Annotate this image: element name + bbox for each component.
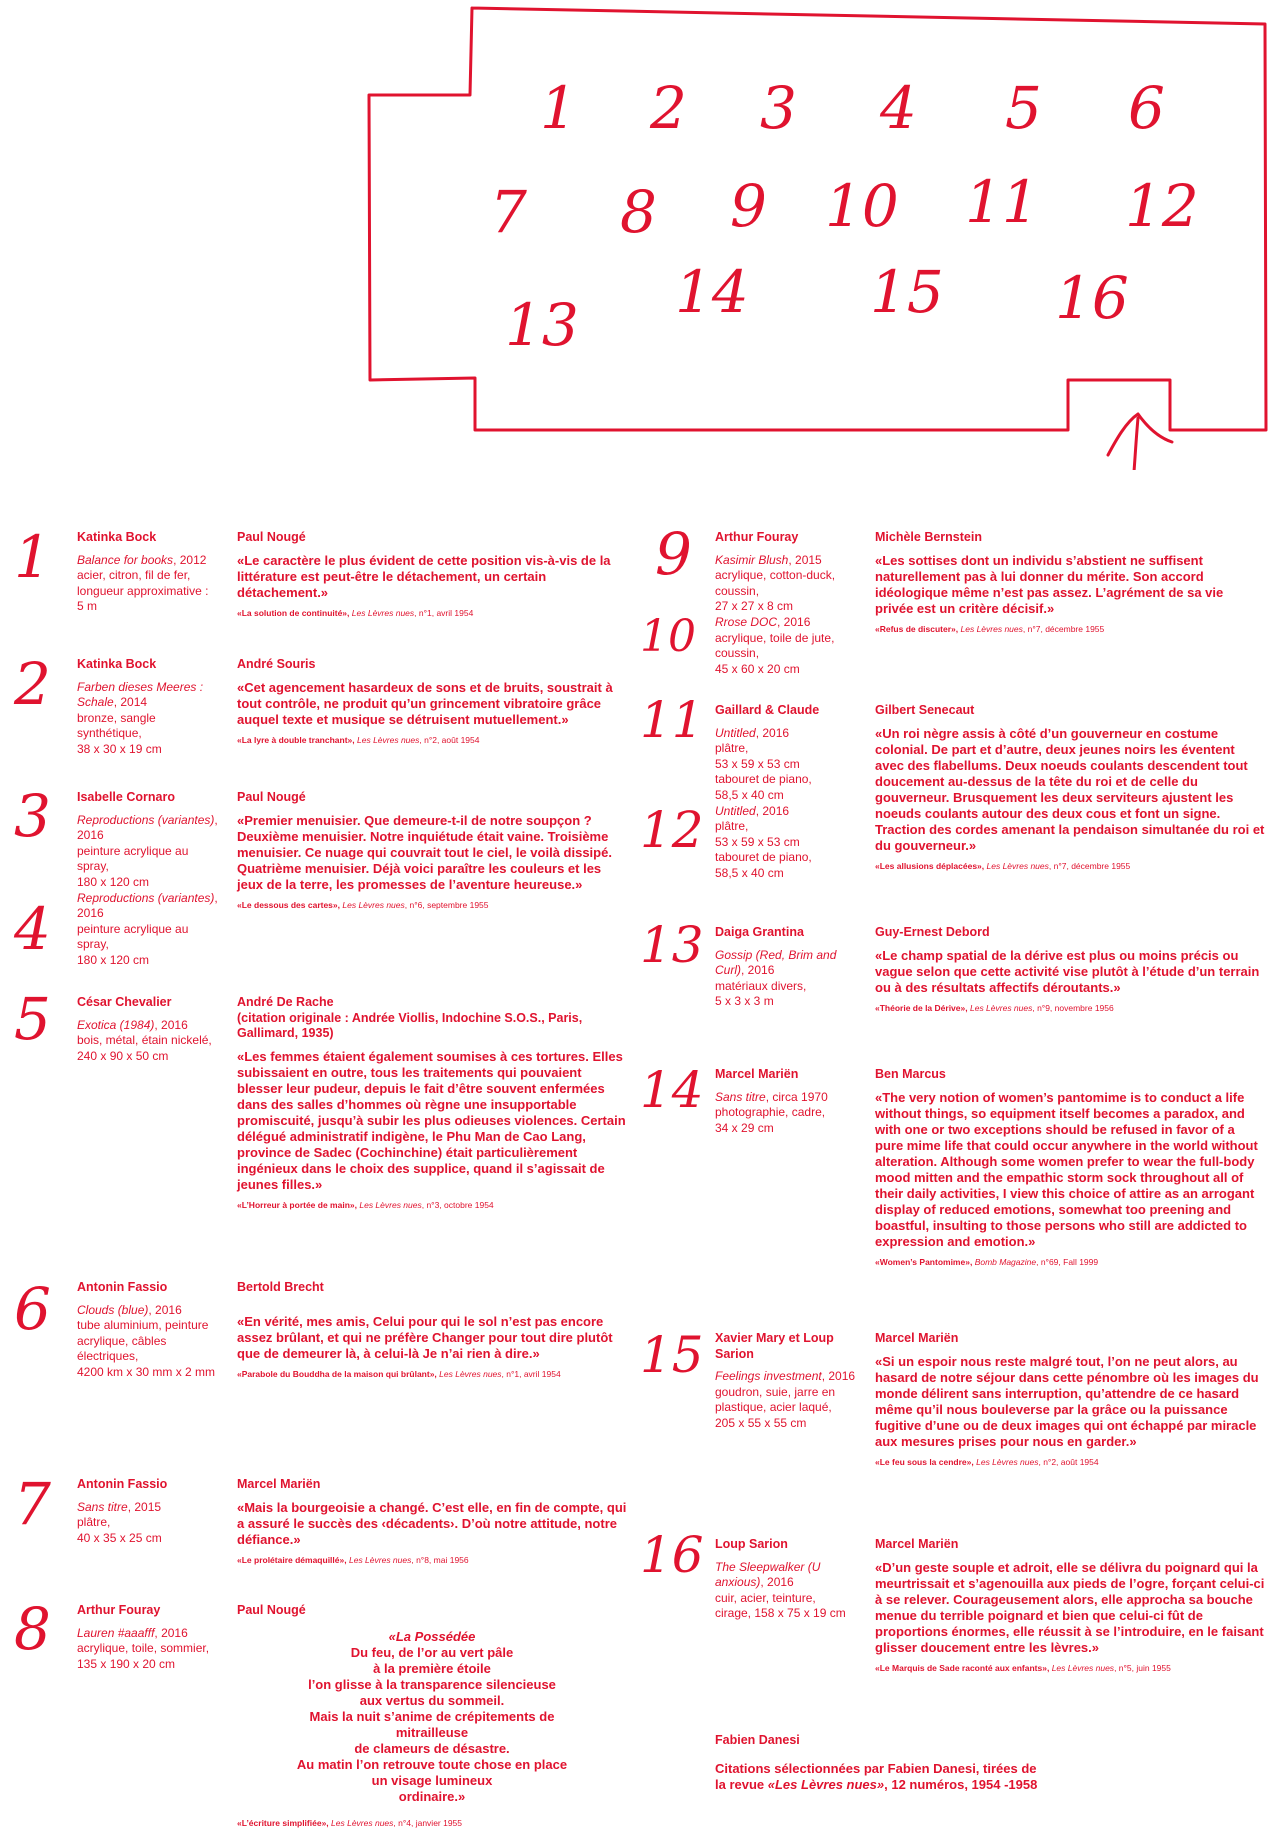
poem-line: mitrailleuse: [395, 1724, 469, 1740]
poem-line: l’on glisse à la transparence silencieuse: [308, 1676, 556, 1692]
section-number: 11: [640, 691, 704, 749]
section-number: 15: [640, 1326, 704, 1384]
quote-source: «Le dessous des cartes», Les Lèvres nues, n°6, septembre 1955: [237, 899, 489, 910]
artwork-title: Balance for books: [77, 552, 174, 567]
artwork-detail: acrylique, toile, sommier,: [77, 1641, 210, 1656]
plan-number-15: 15: [870, 258, 944, 326]
quote-author: Gilbert Senecaut: [875, 703, 975, 717]
artwork-detail: acrylique, cotton-duck,: [715, 568, 836, 583]
quote-author: Paul Nougé: [237, 790, 306, 804]
quote-block: [237, 530, 627, 619]
plan-number-12: 12: [1125, 172, 1199, 240]
artwork-title: Exotica (1984): [77, 1017, 155, 1032]
quote-text: «Mais la bourgeoisie a changé. C’est elle, en fin de compte, qui a assuré le succès des ‹décadents›. D’où notre attitude, notre défiance.»: [237, 1499, 627, 1547]
artwork-title: Kasimir Blush: [715, 552, 789, 567]
artwork-detail: tube aluminium, peinture: [77, 1318, 209, 1333]
artist-name: Marcel Mariën: [715, 1067, 799, 1081]
quote-text: «Premier menuisier. Que demeure-t-il de notre soupçon ? Deuxième menuisier. Notre inquiétude était vaine. Troisième menuisier. Ce nuage qui couvrait tout le ciel, le voilà dissipé. Quatrième menuisier. Déjà voici paraître les couleurs et les jeux de la terre, les promesses de l’aventure heureuse.»: [237, 812, 612, 892]
quote-source: «Les allusions déplacées», Les Lèvres nues, n°7, décembre 1955: [875, 860, 1131, 871]
artwork-detail: 53 x 59 x 53 cm: [715, 756, 800, 771]
artwork-detail: matériaux divers,: [715, 978, 807, 993]
artwork-detail: plâtre,: [77, 1515, 111, 1530]
artwork-detail: bois, métal, étain nickelé,: [77, 1033, 212, 1048]
poem-line: de clameurs de désastre.: [354, 1740, 510, 1756]
quote-block: [875, 703, 1265, 872]
plan-number-10: 10: [825, 172, 899, 240]
artwork-detail: 53 x 59 x 53 cm: [715, 834, 800, 849]
artwork-title: Untitled: [715, 725, 756, 740]
quote-text: «Un roi nègre assis à côté d’un gouverneur en costume colonial. De part et d’autre, deux jeunes noirs les éventent avec des flabellums. Deux noeuds coulants descendent tout doucement au-dessus de la tête du roi et de celle du gouverneur. Brusquement les deux serviteurs ajustent les noeuds coulants autour des deux cous et font un signe. Traction des cordes amenant la pendaison simultanée du roi et du gouverneur.»: [875, 725, 1265, 853]
plan-number-14: 14: [675, 258, 749, 326]
quote-block: [875, 1537, 1265, 1674]
artwork-detail: 180 x 120 cm: [77, 952, 150, 967]
plan-number-11: 11: [965, 168, 1039, 236]
quote-author: Paul Nougé: [237, 530, 306, 544]
section-number: 10: [640, 611, 696, 662]
artwork-detail: 40 x 35 x 25 cm: [77, 1530, 162, 1545]
quote-block: [875, 530, 1265, 635]
quote-source: «Le Marquis de Sade raconté aux enfants», Les Lèvres nues, n°5, juin 1955: [875, 1662, 1171, 1673]
plan-numbers: [490, 74, 1199, 359]
artist-name: Xavier Mary et Loup Sarion: [715, 1331, 834, 1361]
section-number: 2: [14, 650, 51, 718]
artist-name: Gaillard & Claude: [715, 703, 820, 717]
quote-source: «L’écriture simplifiée», Les Lèvres nues, n°4, janvier 1955: [237, 1817, 463, 1828]
artwork-title: Reproductions (variantes): [77, 890, 215, 905]
quote-block: [875, 925, 1265, 1014]
quote-source: «Le prolétaire démaquillé», Les Lèvres nues, n°8, mai 1956: [237, 1554, 469, 1565]
section-number: 14: [640, 1061, 704, 1119]
artwork-entry: Daiga Grantina Gossip (Red, Brim and Curl), 2016 matériaux divers, 5 x 3 x 3 m: [715, 925, 865, 1010]
artwork-detail: plâtre,: [715, 819, 749, 834]
quote-block: [237, 1603, 627, 1829]
artwork-title: Feelings investment: [715, 1369, 822, 1384]
plan-number-1: 1: [540, 74, 577, 142]
quote-author: Marcel Mariën: [237, 1477, 321, 1491]
poem-line: un visage lumineux: [371, 1772, 493, 1788]
artist-name: César Chevalier: [77, 995, 172, 1009]
artwork-detail: coussin,: [715, 583, 760, 598]
credits-line: Citations sélectionnées par Fabien Danesi, tirées de: [715, 1760, 1037, 1776]
artwork-entry: Isabelle Cornaro Reproductions (variantes), 2016 peinture acrylique au spray, 180 x 120 cm Reproductions (variantes), 2016 peinture acrylique au spray, 180 x 120 cm: [77, 790, 227, 969]
artwork-title: Rrose DOC: [715, 614, 778, 629]
artwork-detail: 58,5 x 40 cm: [715, 865, 784, 880]
artist-name: Katinka Bock: [77, 530, 157, 544]
section-number: 12: [640, 801, 704, 859]
artwork-detail: peinture acrylique au: [77, 921, 189, 936]
artwork-detail: tabouret de piano,: [715, 772, 812, 787]
artwork-detail: cirage, 158 x 75 x 19 cm: [715, 1606, 846, 1621]
artwork-detail: 27 x 27 x 8 cm: [715, 599, 794, 614]
artist-name: Antonin Fassio: [77, 1477, 168, 1491]
artwork-detail: coussin,: [715, 646, 760, 661]
section-number: 4: [14, 895, 51, 963]
artist-name: Arthur Fouray: [77, 1603, 161, 1617]
poem: [237, 1629, 627, 1805]
quote-author: Guy-Ernest Debord: [875, 925, 990, 939]
quote-author: Bertold Brecht: [237, 1280, 324, 1294]
quote-block: [875, 1331, 1265, 1468]
quote-text: «D’un geste souple et adroit, elle se délivra du poignard qui la meurtrissait et s’agenouilla aux pieds de l’ogre, forçant celui-ci à se relever. Courageusement alors, elle approcha sa bouche menue du terrible poignard et bien que celui-ci fût de proportions énormes, elle réussit à se l’introduire, en le faisant glisser doucement entre les lèvres.»: [875, 1559, 1265, 1655]
artwork-detail: 135 x 190 x 20 cm: [77, 1656, 176, 1671]
quote-text: «The very notion of women’s pantomime is to conduct a life without things, so equipment itself becomes a paradox, and with one or two exceptions should be refused in favor of a pure mime life that could occur anywhere in the world without alteration. Although some women prefer to wear the full-body mood mitten and the empathic storm sock throughout all of their daily activities, I view this choice of attire as an arrogant display of reduced emotions, somewhat too preening and boastful, insulting to those persons who still are addicted to expression and emotion.»: [875, 1089, 1258, 1249]
artwork-entry: Katinka Bock Balance for books, 2012 acier, citron, fil de fer, longueur approximative : 5 m: [77, 530, 227, 615]
section-number: 5: [14, 985, 51, 1053]
artwork-entry: Marcel Mariën Sans titre, circa 1970 photographie, cadre, 34 x 29 cm: [715, 1067, 865, 1136]
quote-author: Ben Marcus: [875, 1067, 946, 1081]
artwork-entry: Antonin Fassio Sans titre, 2015 plâtre, 40 x 35 x 25 cm: [77, 1477, 227, 1546]
artwork-title: Farben dieses Meeres : Schale: [77, 679, 204, 710]
plan-number-8: 8: [620, 178, 657, 246]
quote-source: «La solution de continuité», Les Lèvres nues, n°1, avril 1954: [237, 607, 474, 618]
artwork-detail: 5 m: [77, 599, 98, 614]
poem-line: Mais la nuit s’anime de crépitements de: [309, 1708, 555, 1724]
artwork-detail: 58,5 x 40 cm: [715, 787, 784, 802]
quote-block: [237, 1280, 627, 1380]
section-number: 6: [14, 1275, 51, 1343]
quote-source: «Le feu sous la cendre», Les Lèvres nues, n°2, août 1954: [875, 1456, 1099, 1467]
artwork-title: The Sleepwalker (U anxious): [715, 1559, 821, 1590]
artwork-detail: acier, citron, fil de fer,: [77, 568, 191, 583]
artwork-detail: 34 x 29 cm: [715, 1120, 774, 1135]
quote-author: Michèle Bernstein: [875, 530, 982, 544]
artist-name: Isabelle Cornaro: [77, 790, 175, 804]
artwork-detail: acrylique, câbles: [77, 1333, 167, 1348]
quote-source: «L’Horreur à portée de main», Les Lèvres nues, n°3, octobre 1954: [237, 1199, 494, 1210]
artwork-detail: électriques,: [77, 1349, 139, 1364]
quote-block: [237, 1477, 627, 1566]
artwork-title: Untitled: [715, 803, 756, 818]
artwork-detail: spray,: [77, 859, 109, 874]
artwork-detail: photographie, cadre,: [715, 1105, 826, 1120]
artwork-detail: longueur approximative :: [77, 583, 209, 598]
artwork-title: Gossip (Red, Brim and Curl): [715, 947, 837, 978]
curator-name: Fabien Danesi: [715, 1733, 800, 1747]
section-number: 7: [14, 1470, 51, 1538]
artist-name: Daiga Grantina: [715, 925, 804, 939]
section-number: 16: [640, 1526, 704, 1584]
artwork-entry: Antonin Fassio Clouds (blue), 2016 tube aluminium, peinture acrylique, câbles électriques, 4200 km x 30 mm x 2 mm: [77, 1280, 227, 1381]
poem-line: aux vertus du sommeil.: [359, 1692, 505, 1708]
plan-number-3: 3: [760, 74, 797, 142]
quote-text: «Les sottises dont un individu s’abstient ne suffisent naturellement pas à lui donner du mérite. Son accord idéologique même n’est pas assez. L’agrément de sa vie privée est un critère décisif.»: [875, 552, 1224, 616]
quote-source: «La lyre à double tranchant», Les Lèvres nues, n°2, août 1954: [237, 734, 480, 745]
quote-source: «Refus de discuter», Les Lèvres nues, n°7, décembre 1955: [875, 623, 1105, 634]
artist-name: Loup Sarion: [715, 1537, 788, 1551]
quote-text: «Cet agencement hasardeux de sons et de bruits, soustrait à tout contrôle, ne produit qu’un grincement vibratoire grâce auquel texte et musique se détruisent mutuellement.»: [237, 679, 613, 727]
artwork-entry: César Chevalier Exotica (1984), 2016 bois, métal, étain nickelé, 240 x 90 x 50 cm: [77, 995, 227, 1064]
section-number: 3: [14, 782, 51, 850]
artwork-detail: cuir, acier, teinture,: [715, 1590, 816, 1605]
artist-name: Antonin Fassio: [77, 1280, 168, 1294]
artwork-detail: 205 x 55 x 55 cm: [715, 1415, 807, 1430]
floor-plan: [0, 0, 1280, 470]
artwork-entry: Xavier Mary et Loup Sarion Feelings investment, 2016 goudron, suie, jarre en plastique, acier laqué, 205 x 55 x 55 cm: [715, 1331, 865, 1432]
poem-line: ordinaire.»: [398, 1788, 466, 1804]
poem-line: à la première étoile: [373, 1660, 491, 1676]
quote-author-citation: (citation originale : Andrée Viollis, Indochine S.O.S., Paris, Gallimard, 1935): [237, 1010, 583, 1041]
quote-text: «Le caractère le plus évident de cette position vis-à-vis de la littérature est peut-être le détachement, un certain détachement.»: [237, 552, 611, 600]
artwork-detail: bronze, sangle: [77, 710, 156, 725]
artwork-detail: goudron, suie, jarre en: [715, 1384, 836, 1399]
quote-text: «En vérité, mes amis, Celui pour qui le sol n’est pas encore assez brûlant, et qui ne préfère Changer pour tout dire plutôt que de demeurer là, à celui-là Je n’ai rien à dire.»: [237, 1313, 613, 1361]
artwork-entry: Loup Sarion The Sleepwalker (U anxious), 2016 cuir, acier, teinture, cirage, 158 x 75 x 19 cm: [715, 1537, 865, 1622]
quote-block: [875, 1067, 1265, 1268]
artwork-detail: 45 x 60 x 20 cm: [715, 661, 800, 676]
quote-source: «Théorie de la Dérive», Les Lèvres nues, n°9, novembre 1956: [875, 1002, 1114, 1013]
plan-number-6: 6: [1128, 74, 1165, 142]
artwork-title: Lauren #aaafff: [77, 1625, 155, 1640]
poem-line: Du feu, de l’or au vert pâle: [350, 1644, 514, 1660]
section-number: 1: [14, 523, 51, 591]
artwork-detail: plastique, acier laqué,: [715, 1400, 832, 1415]
artwork-detail: 240 x 90 x 50 cm: [77, 1048, 169, 1063]
section-number: 13: [640, 916, 704, 974]
artwork-title: Clouds (blue): [77, 1302, 149, 1317]
artwork-detail: 38 x 30 x 19 cm: [77, 741, 162, 756]
quote-source: «Parabole du Bouddha de la maison qui brûlant», Les Lèvres nues, n°1, avril 1954: [237, 1368, 561, 1379]
artwork-entry: Arthur Fouray Kasimir Blush, 2015 acrylique, cotton-duck, coussin, 27 x 27 x 8 cm Rrose DOC, 2016 acrylique, toile de jute, coussin, 45 x 60 x 20 cm: [715, 530, 865, 677]
artwork-detail: plâtre,: [715, 741, 749, 756]
quote-source: «Women’s Pantomime», Bomb Magazine, n°69, Fall 1999: [875, 1256, 1099, 1267]
section-number: 9: [655, 520, 692, 588]
quote-author: Marcel Mariën: [875, 1331, 959, 1345]
artwork-entry: Katinka Bock Farben dieses Meeres : Schale, 2014 bronze, sangle synthétique, 38 x 30 x 19 cm: [77, 657, 227, 758]
quote-author: Marcel Mariën: [875, 1537, 959, 1551]
poem-title: «La Possédée: [388, 1628, 476, 1644]
entrance-arrow: [1108, 414, 1172, 470]
artwork-detail: synthétique,: [77, 726, 142, 741]
plan-number-5: 5: [1005, 74, 1042, 142]
artwork-title: Sans titre: [77, 1499, 128, 1514]
quote-author: André Souris: [237, 657, 316, 671]
poem-line: Au matin l’on retrouve toute chose en place: [296, 1756, 568, 1772]
artwork-detail: 180 x 120 cm: [77, 874, 150, 889]
quote-text: «Si un espoir nous reste malgré tout, l’on ne peut alors, au hasard de notre séjour dans cette pénombre où les images du monde délirent sans interruption, qu’attendre de ce hasard même qu’il nous bouleverse par la grâce ou la puissance fugitive d’une ou de deux images qui ont échappé par miracle aux mesures prises pour nous en garder.»: [875, 1353, 1259, 1449]
artwork-detail: peinture acrylique au: [77, 843, 189, 858]
artwork-detail: acrylique, toile de jute,: [715, 630, 835, 645]
credits: [715, 1733, 1235, 1793]
artwork-title: Sans titre: [715, 1089, 766, 1104]
quote-text: «Les femmes étaient également soumises à ces tortures. Elles subissaient en outre, tous les traitements qui pouvaient blesser leur pudeur, depuis le fait d’être souvent enfermées dans des salles d’hommes où règne une insupportable promiscuité, jusqu’à subir les plus odieuses violences. Certain délégué administratif indigène, le Phu Man de Cao Lang, province de Sadec (Cochinchine) était particulièrement ingénieux dans le choix des supplice, quand il s’agissait de jeunes filles.»: [237, 1048, 626, 1192]
quote-text: «Le champ spatial de la dérive est plus ou moins précis ou vague selon que cette activité vise plutôt à l’étude d’un terrain ou à des résultats affectifs déroutants.»: [875, 947, 1260, 995]
plan-number-7: 7: [490, 178, 527, 246]
plan-number-2: 2: [650, 74, 687, 142]
artist-name: Arthur Fouray: [715, 530, 799, 544]
artwork-detail: spray,: [77, 937, 109, 952]
credits-line: la revue «Les Lèvres nues», 12 numéros, 1954 -1958: [715, 1776, 1038, 1792]
artwork-detail: 4200 km x 30 mm x 2 mm: [77, 1364, 216, 1379]
plan-number-16: 16: [1055, 264, 1129, 332]
section-number: 8: [14, 1595, 51, 1663]
artwork-detail: tabouret de piano,: [715, 850, 812, 865]
plan-number-13: 13: [505, 291, 579, 359]
artwork-title: Reproductions (variantes): [77, 812, 215, 827]
artwork-detail: 5 x 3 x 3 m: [715, 994, 774, 1009]
quote-author: Paul Nougé: [237, 1603, 306, 1617]
plan-number-9: 9: [730, 172, 767, 240]
quote-block: [237, 790, 627, 911]
quote-author: André De Rache: [237, 995, 334, 1009]
plan-number-4: 4: [880, 74, 917, 142]
artwork-entry: Arthur Fouray Lauren #aaafff, 2016 acrylique, toile, sommier, 135 x 190 x 20 cm: [77, 1603, 227, 1672]
quote-block: [237, 995, 627, 1211]
artwork-entry: Gaillard & Claude Untitled, 2016 plâtre, 53 x 59 x 53 cm tabouret de piano, 58,5 x 40 cm Untitled, 2016 plâtre, 53 x 59 x 53 cm tabouret de piano, 58,5 x 40 cm: [715, 703, 865, 882]
artist-name: Katinka Bock: [77, 657, 157, 671]
quote-block: [237, 657, 627, 746]
